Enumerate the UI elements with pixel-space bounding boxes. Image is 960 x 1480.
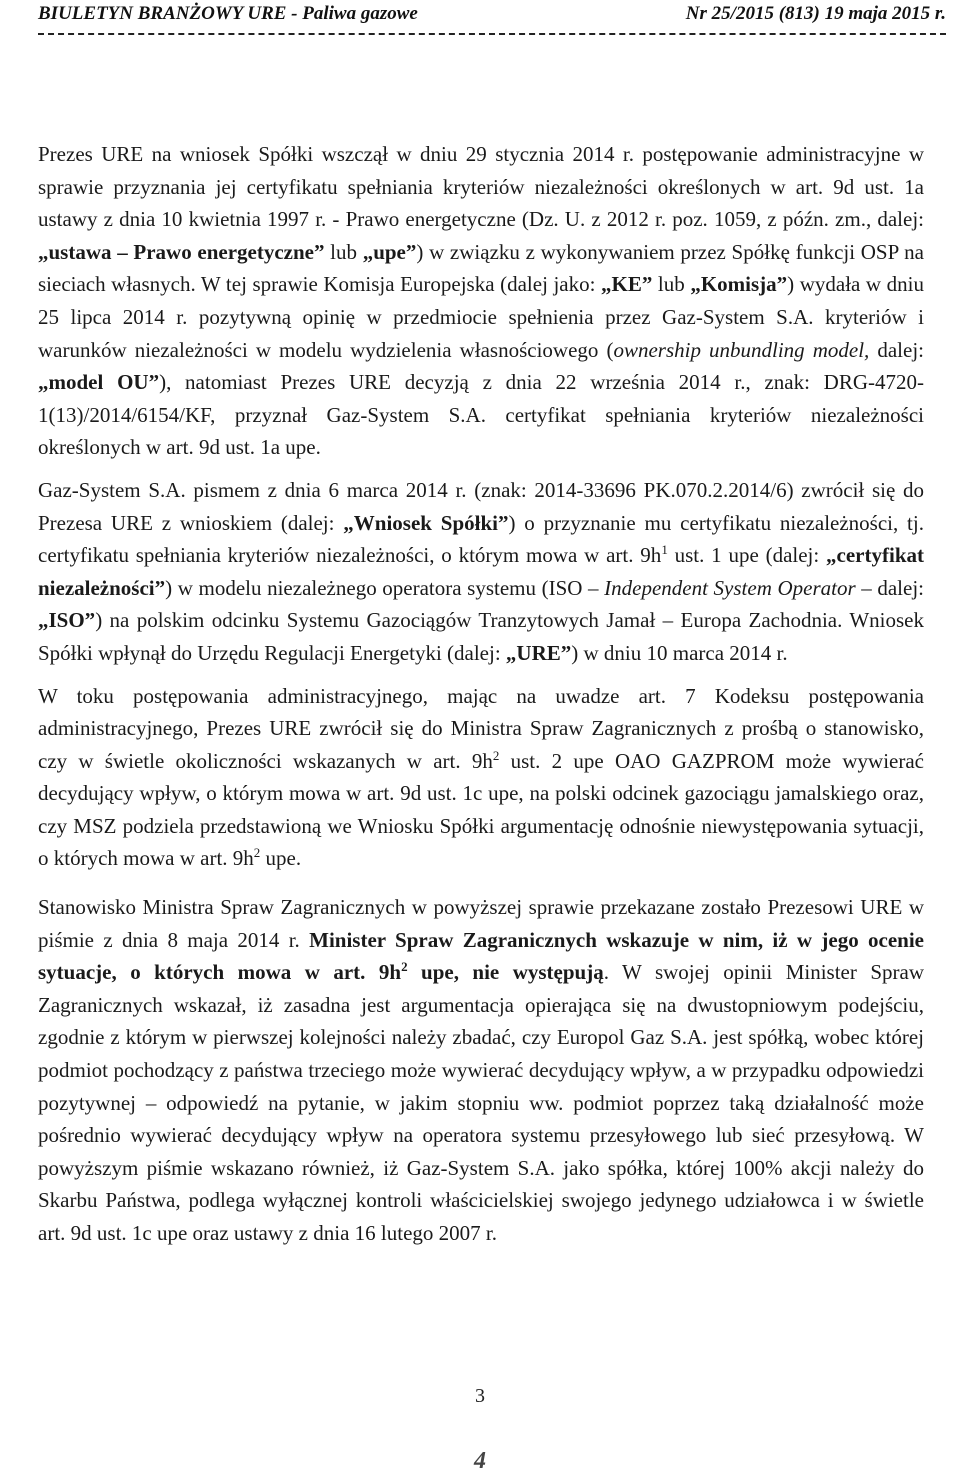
p2-term-iso: „ISO” [38, 608, 96, 633]
p2-term-certyfikat: „certyfikat niezależności” [38, 543, 924, 600]
p3-text-b: ust. 2 upe OAO GAZPROM może wywierać decydujący wpływ, o którym mowa w art. 9d ust. 1c upe, na polski odcinek gazociągu jamalskiego oraz, czy MSZ podziela przedstawioną we Wniosku Spółki argumentację odnośnie niewystępowania sytuacji, o których mowa w art. 9h [38, 748, 924, 871]
p3-sup-2: 2 [253, 845, 261, 861]
document-body [38, 138, 924, 1266]
p4-sup-1: 2 [401, 959, 408, 975]
next-page-number: 4 [474, 1448, 486, 1474]
running-header [38, 0, 946, 30]
p1-text-i: ) wydała w dniu 25 lipca 2014 r. pozytywną opinię w przedmiocie spełnienia przez Gaz-System S.A. kryteriów i warunków niezależności w modelu wydzielenia własnościowego ( [38, 272, 924, 362]
p4-bold-a: Minister Spraw Zagranicznych wskazuje w nim, iż w jego ocenie sytuacje, o których mowa w art. 9h [38, 927, 924, 985]
p1-text-e: ) w związku z wykonywaniem przez Spółkę funkcji OSP na sieciach własnych. W tej sprawie Komisja Europejska (dalej jako: [38, 239, 924, 297]
p2-sup-1: 1 [661, 542, 668, 558]
p1-text-m: ), natomiast Prezes URE decyzją z dnia 22 września 2014 r., znak: DRG-4720-1(13)/2014/6154/KF, przyznał Gaz-System S.A. certyfikat spełniania kryteriów niezależności określonych w art. 9d ust. 1a upe. [38, 370, 925, 460]
bulletin-title: BIULETYN BRANŻOWY URE - Paliwa gazowe [38, 3, 418, 24]
header-divider [38, 33, 946, 35]
p3-sup-1: 2 [492, 747, 500, 763]
p1-text-c: lub [324, 239, 363, 264]
p2-text-j: ) na polskim odcinku Systemu Gazociągów Tranzytowych Jamał – Europa Zachodnia. Wniosek Spółki wpłynął do Urzędu Regulacji Energetyki (dalej: [38, 608, 924, 665]
p1-text-a: Prezes URE na wniosek Spółki wszczął w dniu 29 stycznia 2014 r. postępowanie administracyjne w sprawie przyznania jej certyfikatu spełniania kryteriów niezależności określonych w art. 9d ust. 1a ustawy z dnia 10 kwietnia 1997 r. - Prawo energetyczne (Dz. U. z 2012 r. poz. 1059, z późn. zm., dalej: [38, 142, 924, 232]
paragraph-2 [38, 474, 924, 670]
p3-text-a: W toku postępowania administracyjnego, mając na uwadze art. 7 Kodeksu postępowania administracyjnego, Prezes URE zwrócił się do Ministra Spraw Zagranicznych z prośbą o stanowisko, czy w świetle okoliczności wskazanych w art. 9h [38, 683, 924, 773]
p2-text-f: ) w modelu niezależnego operatora systemu (ISO – [165, 575, 605, 600]
p1-term-ustawa: „ustawa – Prawo energetyczne” [38, 239, 325, 264]
paragraph-4 [38, 891, 924, 1250]
p4-text-d: . W swojej opinii Minister Spraw Zagranicznych wskazał, iż zasadna jest argumentacja opierająca się na dwustopniowym podejściu, zgodnie z którym w pierwszej kolejności należy zbadać, czy Europol Gaz S.A. jest spółką, wobec której podmiot pochodzący z państwa trzeciego może wywierać decydujący wpływ, a w przypadku odpowiedzi pozytywnej – odpowiedź na pytanie, w jakim stopniu ww. podmiot poprzez taką działalność może pośrednio wywierać decydujący wpływ na operatora systemu przesyłowego lub sieć przesyłową. W powyższym piśmie wskazano również, iż Gaz-System S.A. jako spółka, której 100% akcji należy do Skarbu Państwa, podlega wyłącznej kontroli właścicielskiej swojego jedynego udziałowca i w świetle art. 9d ust. 1c upe oraz ustawy z dnia 16 lutego 2007 r. [38, 960, 924, 1245]
p1-term-model-ou: „model OU” [38, 370, 160, 395]
page-number: 3 [475, 1385, 485, 1407]
p1-term-upe: „upe” [362, 239, 417, 264]
p2-text-a: Gaz-System S.A. pismem z dnia 6 marca 2014 r. (znak: 2014-33696 PK.070.2.2014/6) zwrócił się do Prezesa URE z wnioskiem (dalej: [38, 477, 924, 535]
p1-ownership-unbundling: ownership unbundling model, [613, 337, 870, 362]
p2-text-c: ) o przyznanie mu certyfikatu niezależności, tj. certyfikatu spełniania kryteriów niezależności, o którym mowa w art. 9h [38, 510, 924, 568]
p2-term-ure: „URE” [505, 640, 572, 665]
p4-bold-c: upe, nie występują [407, 960, 604, 985]
p1-term-ke: „KE” [601, 272, 653, 297]
p4-text-a: Stanowisko Ministra Spraw Zagranicznych w powyższej sprawie przekazane zostało Prezesowi URE w piśmie z dnia 8 maja 2014 r. [38, 895, 924, 952]
p2-text-d: ust. 1 upe (dalej: [667, 543, 827, 568]
paragraph-1 [38, 138, 924, 464]
p2-text-h: – dalej: [855, 575, 924, 600]
p1-term-komisja: „Komisja” [690, 272, 788, 297]
p2-iso-expansion: Independent System Operator [604, 575, 856, 600]
p1-text-g: lub [652, 272, 691, 297]
issue-date: Nr 25/2015 (813) 19 maja 2015 r. [685, 3, 946, 24]
paragraph-3 [38, 680, 924, 876]
p2-text-l: ) w dniu 10 marca 2014 r. [571, 640, 788, 665]
p1-text-k: dalej: [869, 337, 925, 362]
p3-text-c: upe. [260, 846, 302, 871]
p2-term-wniosek: „Wniosek Spółki” [343, 510, 509, 535]
